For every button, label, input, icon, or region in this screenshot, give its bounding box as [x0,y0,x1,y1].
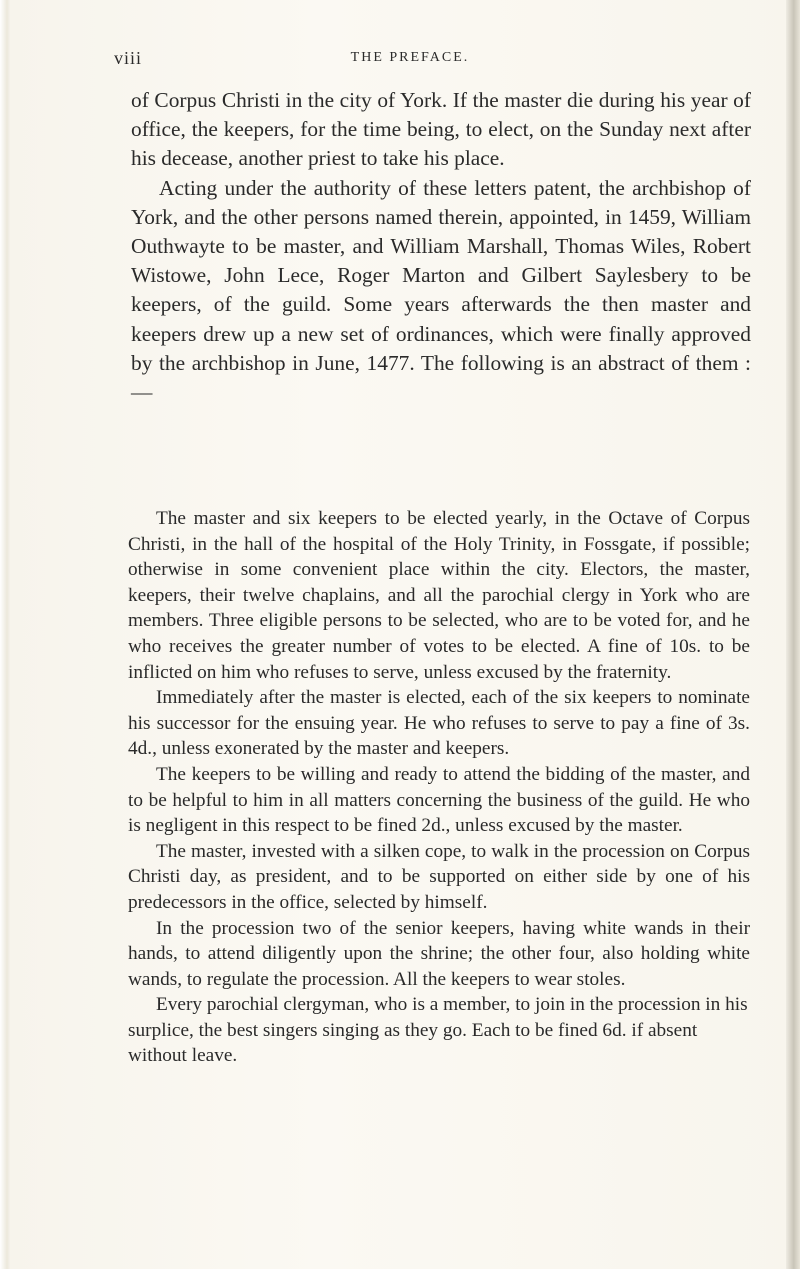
page-left-edge [0,0,10,1269]
abstract-paragraph-master-procession: The master, invested with a silken cope, to walk in the procession on Corpus Christi day, as president, and to be supported on either side by one of his predecessors in the office, selected by himself. [128,840,750,913]
running-head: THE PREFACE. [350,50,470,65]
page-number: viii [114,48,143,68]
abstract-paragraph-successor: Immediately after the master is elected, each of the six keepers to nominate his successor for the ensuing year. He who refuses to serve to pay a fine of 3s. 4d., unless exonerated by the master and keepers. [128,687,750,760]
abstract-paragraph-election: The master and six keepers to be elected yearly, in the Octave of Corpus Christi, in the hall of the hospital of the Holy Trinity, in Fossgate, if possible; otherwise in some convenient place within the city. Electors, the master, keepers, their twelve chaplains, and all the parochial clergy in York who are members. Three eligible persons to be selected, who are to be voted for, and he who receives the greater number of votes to be elected. A fine of 10s. to be inflicted on him who refuses to serve, unless excused by the fraternity. [128,508,750,683]
intro-paragraph-1: of Corpus Christi in the city of York. If the master die during his year of office, the keepers, for the time being, to elect, on the Sunday next after his decease, another priest to take his place. [131,88,751,171]
abstract-paragraph-clergy: Every parochial clergyman, who is a member, to join in the procession in his surplice, the best singers singing as they go. Each to be fined 6d. if absent without leave. [128,994,748,1067]
intro-paragraph-2: Acting under the authority of these letters patent, the archbishop of York, and the other persons named therein, appointed, in 1459, William Outhwayte to be master, and William Marshall, Thomas Wiles, Robert Wistowe, John Lece, Roger Marton and Gilbert Saylesbery to be keepers, of the guild. Some years afterwards the then master and keepers drew up a new set of ordinances, which were finally approved by the archbishop in June, 1477. The following is an abstract of them :— [131,175,751,405]
intro-text [131,86,751,407]
ordinances-abstract [128,506,750,1069]
page-header [0,48,800,72]
abstract-paragraph-keepers-duty: The keepers to be willing and ready to attend the bidding of the master, and to be helpful to him in all matters concerning the business of the guild. He who is negligent in this respect to be fined 2d., unless excused by the master. [128,763,750,837]
page-binding-edge [786,0,800,1269]
abstract-paragraph-senior-keepers: In the procession two of the senior keepers, having white wands in their hands, to attend diligently upon the shrine; the other four, also holding white wands, to regulate the procession. All the keepers to wear stoles. [128,917,750,990]
